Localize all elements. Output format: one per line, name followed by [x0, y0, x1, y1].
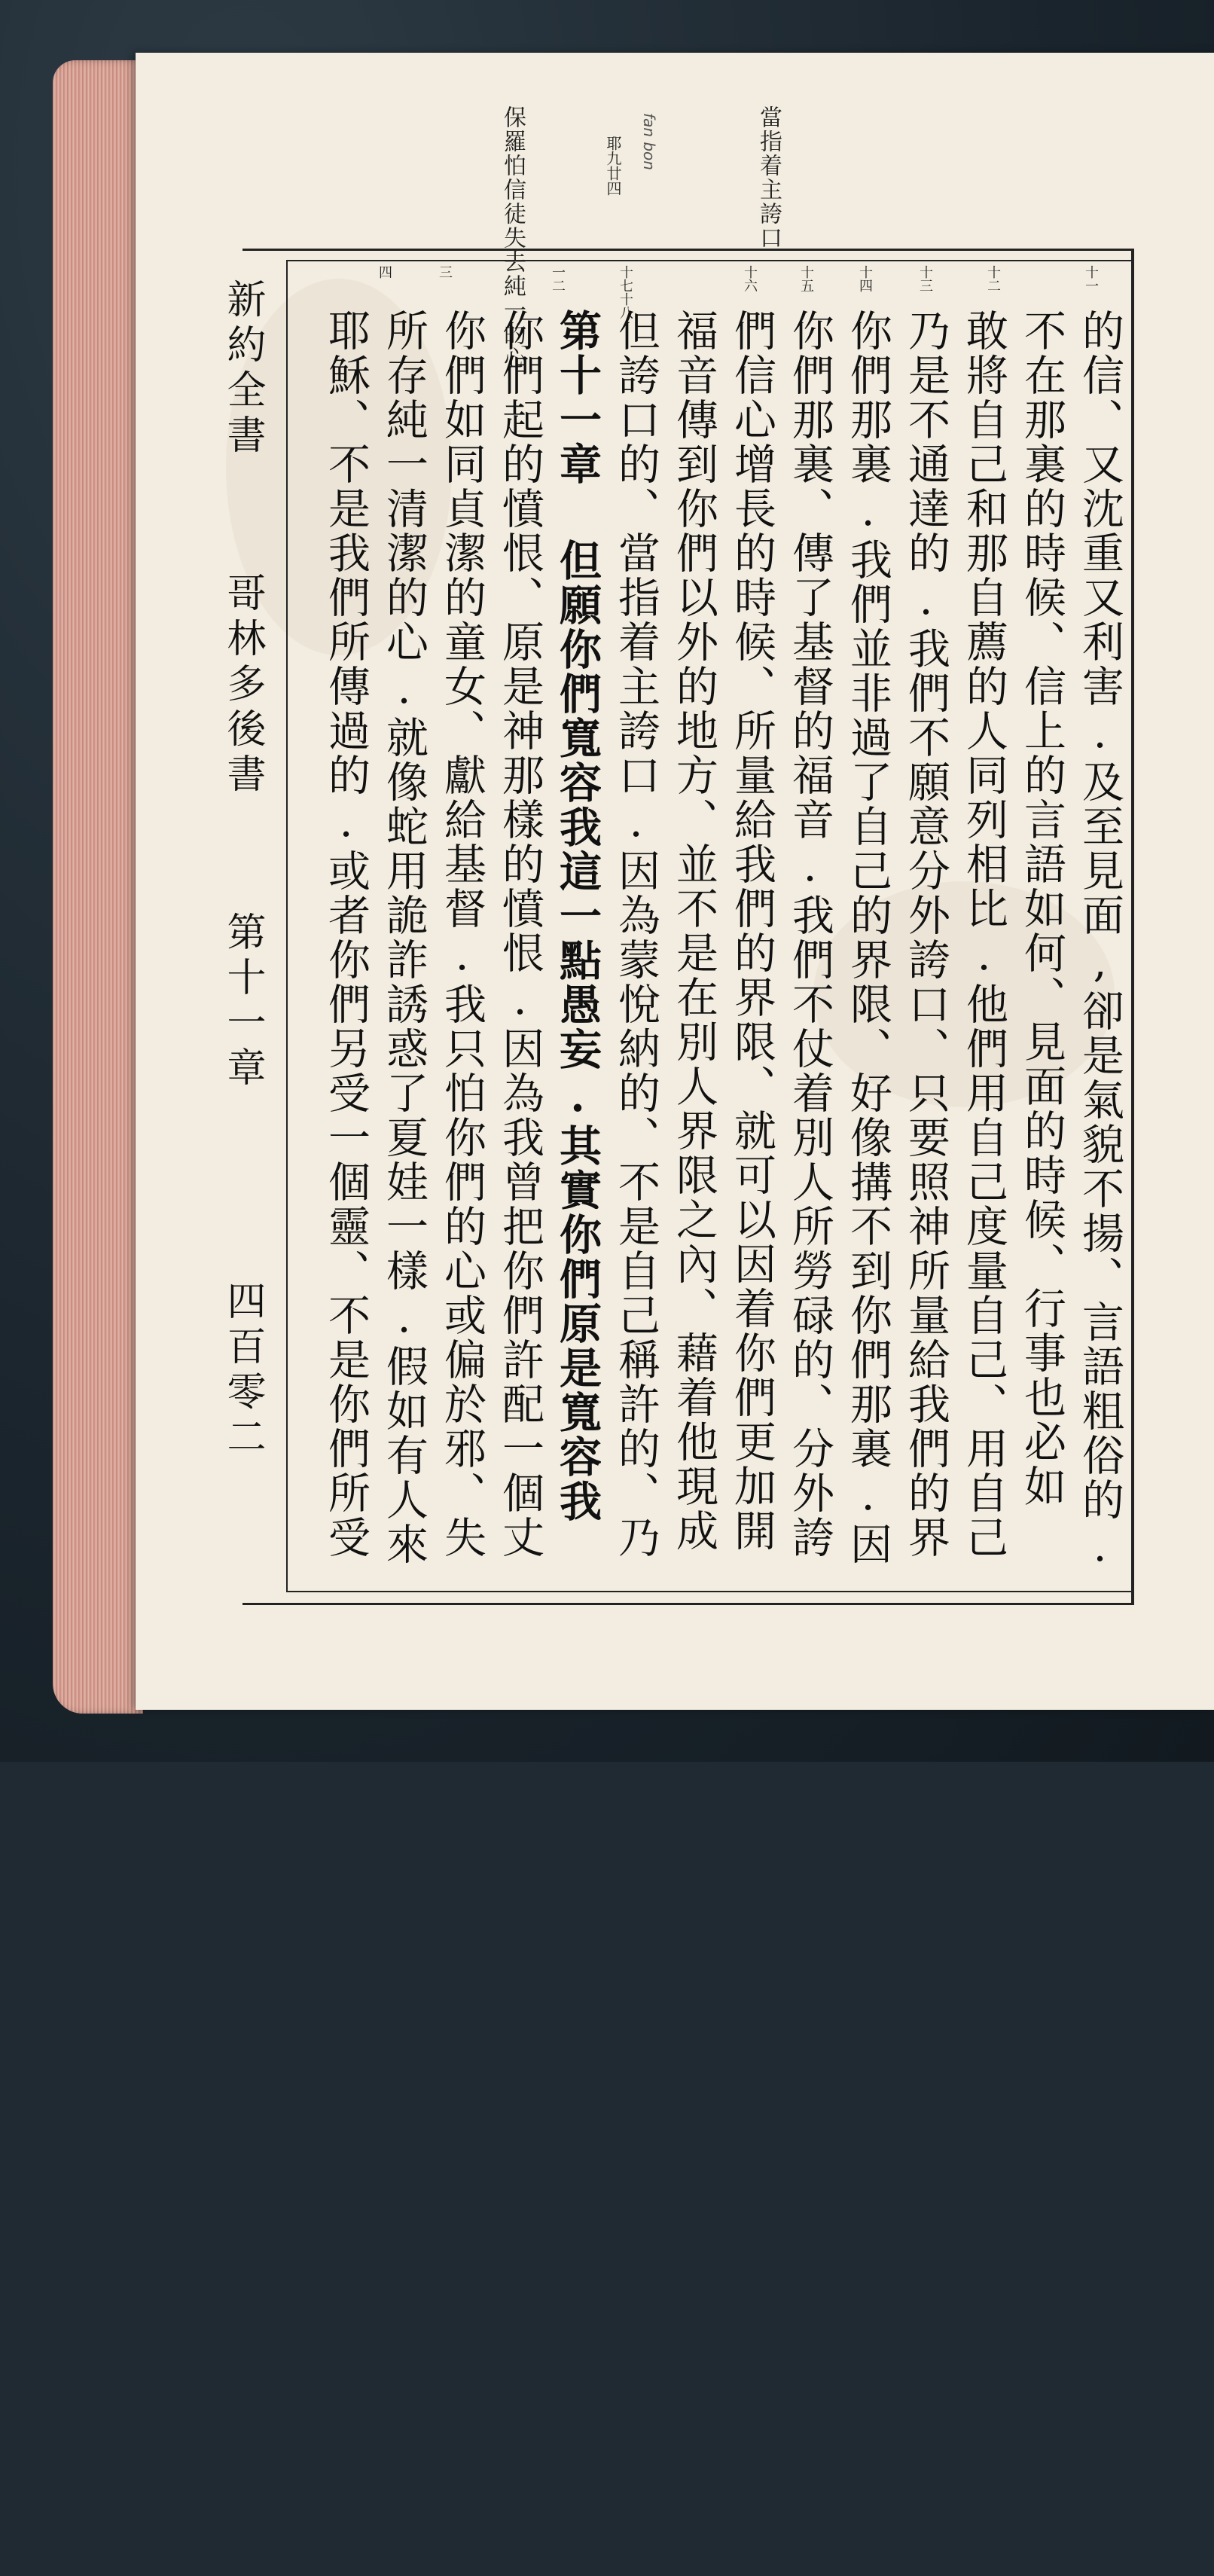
running-head-book: 新約全書: [220, 279, 265, 459]
text-column: 所存純一清潔的心.就像蛇用詭詐誘惑了夏娃一樣.假如有人來: [380, 309, 429, 1567]
verse-number: 十四: [857, 265, 873, 292]
text-column: 耶穌、不是我們所傳過的.或者你們另受一個靈、不是你們所受: [322, 309, 371, 1560]
verse-number: 十一: [1083, 265, 1099, 292]
running-head-chapter: 第十一章: [220, 911, 265, 1092]
text-column: 福音傳到你們以外的地方、並不是在別人界限之內、藉着他現成: [670, 309, 718, 1553]
verse-number: 十五: [798, 265, 814, 292]
marginal-note-boast: 當指着主誇口: [755, 105, 782, 250]
verse-number: 十六: [742, 265, 758, 292]
verse-number: 四: [377, 265, 392, 279]
page-number: 四百零二: [220, 1280, 265, 1461]
text-column: 你們起的憤恨、原是神那樣的憤恨.因為我曾把你們許配一個丈: [496, 309, 544, 1560]
running-head-title: 哥林多後書: [220, 572, 265, 798]
verse-number: 一二: [550, 265, 566, 292]
chapter-heading-column: 第十一章 但願你們寬容我這一點愚妄.其實你們原是寬容我: [553, 309, 602, 1524]
handwritten-note: fan bon: [640, 113, 658, 170]
text-column: 敢將自己和那自薦的人同列相比.他們用自己度量自己、用自己: [959, 309, 1008, 1560]
text-column: 你們那裏.我們並非過了自己的界限、好像搆不到你們那裏.因: [843, 309, 892, 1567]
text-column: 們信心增長的時候、所量給我們的界限、就可以因着你們更加開: [727, 309, 776, 1553]
text-column: 的信、又沈重又利害.及至見面,卻是氣貌不揚、言語粗俗的.: [1075, 309, 1124, 1573]
cross-reference: 耶九廿四: [604, 136, 622, 196]
verse-number: 十二: [985, 265, 1001, 292]
page-edges: [53, 60, 143, 1714]
verse-number: 十七十八: [618, 265, 633, 319]
text-column: 但誇口的、當指着主誇口.因為蒙悅納的、不是自己稱許的、乃: [612, 309, 660, 1560]
verse-number: 三: [437, 265, 453, 279]
text-column: 乃是不通達的.我們不願意分外誇口、只要照神所量給我們的界: [901, 309, 950, 1560]
verse-number: 十三: [917, 265, 933, 292]
marginal-note-paul: 保羅怕信徒失去純一的心: [499, 105, 526, 371]
text-column: 你們那裏、傳了基督的福音.我們不仗着別人所勞碌的、分外誇: [785, 309, 834, 1560]
text-column: 你們如同貞潔的童女、獻給基督.我只怕你們的心或偏於邪、失: [438, 309, 487, 1560]
text-column: 不在那裏的時候、信上的言語如何、見面的時候、行事也必如: [1017, 309, 1066, 1509]
